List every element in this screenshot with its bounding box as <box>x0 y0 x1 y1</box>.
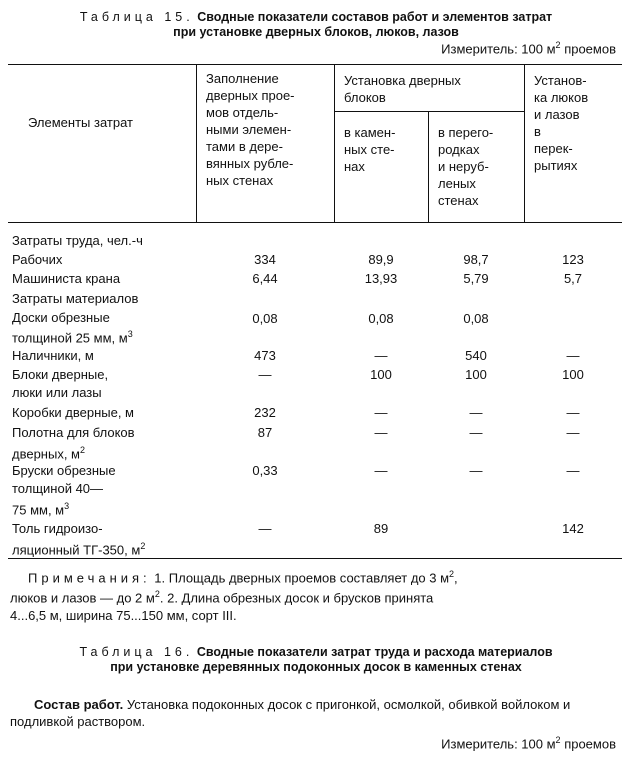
row-label-cont: толщиной 25 мм, $м^3$ <box>12 329 133 346</box>
table-cell: 6,44 <box>252 271 278 286</box>
row-label: Машиниста крана <box>12 271 121 286</box>
row-label: Толь гидроизо- <box>12 521 103 536</box>
table-cell: 473 <box>254 348 276 363</box>
table-cell: — <box>566 425 580 440</box>
header-elements: Элементы затрат <box>28 115 133 130</box>
row-label: Доски обрезные <box>12 310 110 325</box>
row-label: Наличники, м <box>12 348 94 363</box>
table-cell: — <box>469 405 483 420</box>
table-header-rule <box>8 222 622 223</box>
col-divider-2 <box>334 64 335 222</box>
unit-sup: 2 <box>555 40 561 50</box>
table15-label: Таблица 15. <box>79 10 194 24</box>
table-cell: 123 <box>562 252 584 267</box>
table-cell: 89,9 <box>368 252 394 267</box>
table-cell: 0,33 <box>252 463 278 478</box>
work-composition-text: Установка подоконных досок с пригонкой, осмолкой, обивкой войлоком и подливкой раствором. <box>10 697 571 729</box>
header-col3: в перего- родках и неруб- леных стенах <box>438 125 494 208</box>
table16-unit: Измеритель: 100 $м^2$ проемов <box>441 735 616 752</box>
table-cell: — <box>469 463 483 478</box>
table-cell: — <box>566 348 580 363</box>
table-cell: 100 <box>465 367 487 382</box>
row-label: Рабочих <box>12 252 63 267</box>
table-cell: 87 <box>257 425 273 440</box>
table-cell: 0,08 <box>252 311 278 326</box>
table-cell: 0,08 <box>368 311 394 326</box>
table-cell: — <box>258 367 272 382</box>
table15-unit-tail: проемов <box>564 41 616 57</box>
col-divider-3 <box>428 111 429 222</box>
table-cell: 142 <box>562 521 584 536</box>
table-cell: 100 <box>562 367 584 382</box>
row-label: Коробки дверные, м <box>12 405 134 420</box>
col-divider-1 <box>196 64 197 222</box>
table15-unit <box>441 40 616 56</box>
table-cell: — <box>469 425 483 440</box>
row-label: Полотна для блоков <box>12 425 135 440</box>
header-col1: Заполнение дверных прое- мов отдель- ными элемен- тами в дере- вянных рубле- ных стенах <box>206 71 295 188</box>
table-cell: 334 <box>254 252 276 267</box>
group-header-rule <box>334 111 524 112</box>
table16-label: Таблица 16. <box>79 645 194 659</box>
table-cell: — <box>374 463 388 478</box>
table-cell: 98,7 <box>463 252 489 267</box>
table15-title <box>10 10 622 40</box>
table-cell: — <box>258 521 272 536</box>
table16-title: Таблица 16. Сводные показатели затрат труда и расхода материалов при установке деревянных подоконных досок в каменных стенах <box>79 645 553 674</box>
table-cell: 100 <box>370 367 392 382</box>
table15-title-line1: Сводные показатели составов работ и элементов затрат <box>197 10 553 24</box>
header-col2: в камен- ных сте- нах <box>344 125 396 174</box>
table15-title-line2: при установке дверных блоков, люков, лазов <box>173 25 459 39</box>
table-cell: 540 <box>465 348 487 363</box>
row-label-cont: дверных, $м^2$ <box>12 445 86 462</box>
work-composition <box>10 696 622 730</box>
col-divider-4 <box>524 64 525 222</box>
notes-label: Примечания: <box>28 570 151 586</box>
table15-unit-text: Измеритель: 100 м <box>441 41 556 57</box>
table-top-rule <box>8 64 622 65</box>
notes: Примечания: 1. Площадь дверных проемов составляет до 3 $м^2$, люков и лазов — до 2 $м^2$. 2. Длина обрезных досок и брусков принята 4...6,5 м, ширина 75...150 мм, сорт III. <box>10 569 458 623</box>
row-label: Затраты труда, чел.-ч <box>12 233 143 248</box>
table-cell: 0,08 <box>463 311 489 326</box>
table-cell: 89 <box>373 521 389 536</box>
table-cell: — <box>374 348 388 363</box>
row-label: Затраты материалов <box>12 291 139 306</box>
table-cell: — <box>374 425 388 440</box>
row-label-cont: ляционный ТГ-350, $м^2$ <box>12 541 146 558</box>
row-label-cont: 75 мм, $м^3$ <box>12 501 70 518</box>
header-group: Установка дверных блоков <box>344 73 461 105</box>
row-label: Бруски обрезные <box>12 463 116 478</box>
table-cell: 232 <box>254 405 276 420</box>
header-col4: Установ- ка люков и лазов в перек- рытиях <box>534 73 589 173</box>
table-cell: 5,79 <box>463 271 489 286</box>
table-cell: 13,93 <box>364 271 398 286</box>
table-cell: 5,7 <box>563 271 583 286</box>
table-cell: — <box>374 405 388 420</box>
table-cell: — <box>566 405 580 420</box>
table-cell: — <box>566 463 580 478</box>
work-composition-label: Состав работ. <box>34 697 124 712</box>
row-label: Блоки дверные, <box>12 367 109 382</box>
row-label-cont: люки или лазы <box>12 385 102 400</box>
row-label-cont: толщиной 40— <box>12 481 104 496</box>
